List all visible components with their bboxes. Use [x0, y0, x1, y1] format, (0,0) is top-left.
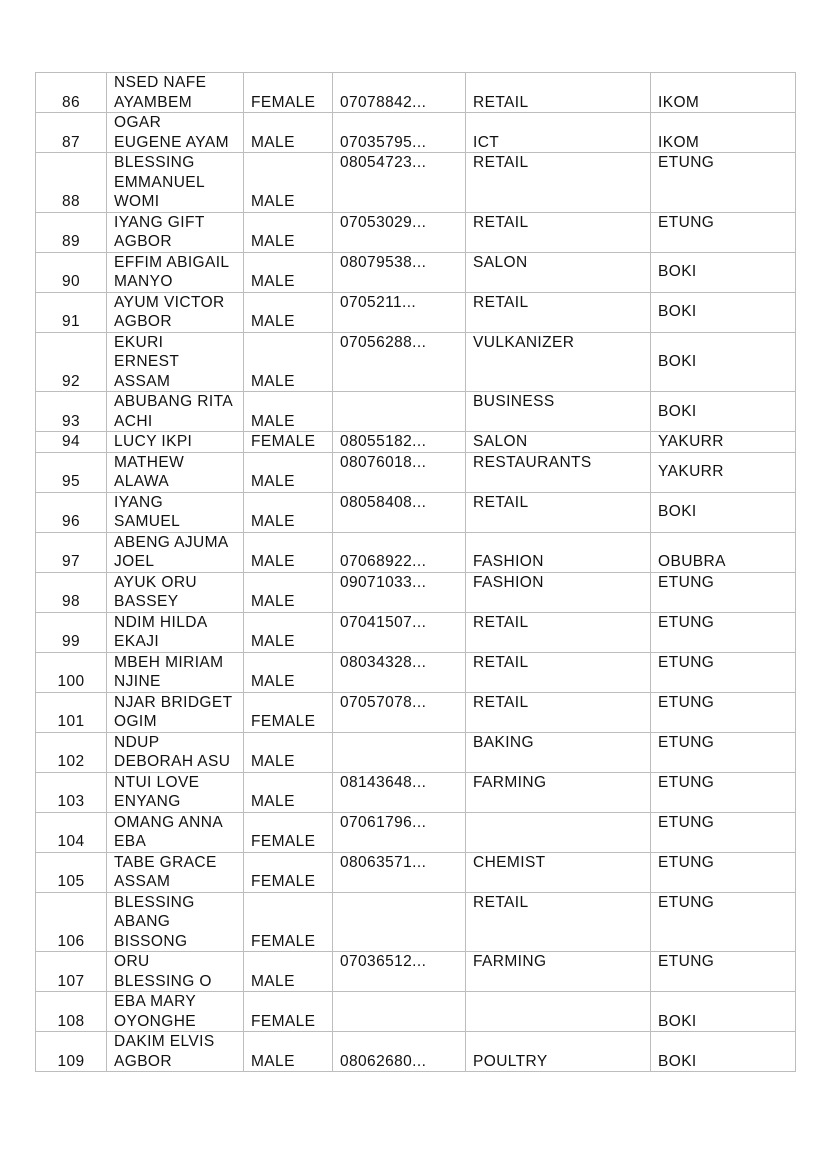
- name-line: ALAWA: [114, 473, 170, 490]
- location-cell: OBUBRA: [651, 532, 796, 572]
- name-cell: [107, 572, 244, 612]
- business-type-cell: RETAIL: [466, 212, 651, 252]
- name-cell: [107, 532, 244, 572]
- row-number-cell: 103: [36, 772, 107, 812]
- gender-cell: MALE: [244, 572, 333, 612]
- table-row: [36, 432, 796, 453]
- location-cell: IKOM: [651, 113, 796, 153]
- location-cell: ETUNG: [651, 692, 796, 732]
- gender-cell: MALE: [244, 772, 333, 812]
- business-type-cell: RETAIL: [466, 492, 651, 532]
- gender-cell: MALE: [244, 392, 333, 432]
- table-body: [36, 73, 796, 1072]
- gender-cell: MALE: [244, 153, 333, 213]
- gender-cell: MALE: [244, 612, 333, 652]
- business-type-cell: FASHION: [466, 532, 651, 572]
- gender-cell: MALE: [244, 252, 333, 292]
- name-line: WOMI: [114, 193, 160, 210]
- phone-cell: 07068922...: [333, 532, 466, 572]
- business-type-cell: RESTAURANTS: [466, 452, 651, 492]
- location-cell: ETUNG: [651, 892, 796, 952]
- phone-cell: 07053029...: [333, 212, 466, 252]
- name-cell: [107, 852, 244, 892]
- table-row: [36, 532, 796, 572]
- beneficiary-table: [35, 72, 796, 1072]
- name-line: AYUM VICTOR: [114, 293, 225, 311]
- row-number-cell: 95: [36, 452, 107, 492]
- table-row: [36, 392, 796, 432]
- name-cell: [107, 1032, 244, 1072]
- phone-cell: 08143648...: [333, 772, 466, 812]
- gender-cell: MALE: [244, 212, 333, 252]
- location-cell: ETUNG: [651, 612, 796, 652]
- phone-cell: 07061796...: [333, 812, 466, 852]
- table-row: [36, 292, 796, 332]
- name-line: BASSEY: [114, 593, 179, 610]
- table-row: [36, 1032, 796, 1072]
- phone-cell: [333, 992, 466, 1032]
- name-cell: [107, 452, 244, 492]
- name-line: NJINE: [114, 673, 161, 690]
- phone-cell: 08076018...: [333, 452, 466, 492]
- name-line: ORU: [114, 953, 150, 970]
- row-number-cell: 86: [36, 73, 107, 113]
- name-line: MATHEW: [114, 453, 185, 471]
- phone-cell: 08079538...: [333, 252, 466, 292]
- phone-cell: 08034328...: [333, 652, 466, 692]
- name-cell: [107, 153, 244, 213]
- table-row: [36, 852, 796, 892]
- table-row: [36, 153, 796, 213]
- name-line: AGBOR: [114, 233, 172, 250]
- phone-cell: 07035795...: [333, 113, 466, 153]
- row-number-cell: 109: [36, 1032, 107, 1072]
- gender-cell: MALE: [244, 452, 333, 492]
- name-line: MANYO: [114, 273, 173, 290]
- location-cell: ETUNG: [651, 153, 796, 213]
- row-number-cell: 97: [36, 532, 107, 572]
- location-cell: ETUNG: [651, 852, 796, 892]
- name-line: EFFIM ABIGAIL: [114, 253, 230, 271]
- row-number-cell: 98: [36, 572, 107, 612]
- table-row: [36, 772, 796, 812]
- phone-cell: [333, 392, 466, 432]
- row-number-cell: 107: [36, 952, 107, 992]
- business-type-cell: CHEMIST: [466, 852, 651, 892]
- name-line: OYONGHE: [114, 1012, 197, 1030]
- name-cell: [107, 612, 244, 652]
- row-number-cell: 96: [36, 492, 107, 532]
- name-cell: [107, 432, 244, 453]
- name-cell: [107, 73, 244, 113]
- table-row: [36, 892, 796, 952]
- location-cell: ETUNG: [651, 732, 796, 772]
- location-cell: YAKURR: [651, 452, 796, 492]
- table-row: [36, 652, 796, 692]
- name-line: BLESSING: [114, 893, 195, 911]
- row-number-cell: 92: [36, 332, 107, 392]
- name-cell: [107, 252, 244, 292]
- name-line: ABANG: [114, 913, 171, 930]
- name-line: ENYANG: [114, 793, 181, 810]
- name-cell: [107, 772, 244, 812]
- location-cell: BOKI: [651, 492, 796, 532]
- name-line: BLESSING: [114, 154, 195, 171]
- name-line: ASSAM: [114, 372, 171, 390]
- name-line: AYAMBEM: [114, 93, 193, 111]
- location-cell: IKOM: [651, 73, 796, 113]
- table-row: [36, 452, 796, 492]
- gender-cell: MALE: [244, 952, 333, 992]
- name-line: ACHI: [114, 412, 153, 430]
- phone-cell: 07041507...: [333, 612, 466, 652]
- phone-cell: 07057078...: [333, 692, 466, 732]
- location-cell: ETUNG: [651, 212, 796, 252]
- table-row: [36, 332, 796, 392]
- table-row: [36, 492, 796, 532]
- table-row: [36, 73, 796, 113]
- phone-cell: 07056288...: [333, 332, 466, 392]
- table-row: [36, 692, 796, 732]
- gender-cell: FEMALE: [244, 892, 333, 952]
- name-line: NJAR BRIDGET: [114, 693, 233, 711]
- name-line: NDIM HILDA: [114, 613, 208, 631]
- name-cell: [107, 892, 244, 952]
- row-number-cell: 99: [36, 612, 107, 652]
- gender-cell: MALE: [244, 113, 333, 153]
- gender-cell: FEMALE: [244, 73, 333, 113]
- location-cell: BOKI: [651, 992, 796, 1032]
- row-number-cell: 90: [36, 252, 107, 292]
- name-cell: [107, 812, 244, 852]
- gender-cell: MALE: [244, 332, 333, 392]
- business-type-cell: RETAIL: [466, 612, 651, 652]
- location-cell: YAKURR: [651, 432, 796, 453]
- name-cell: [107, 212, 244, 252]
- gender-cell: MALE: [244, 492, 333, 532]
- table-row: [36, 992, 796, 1032]
- name-line: NTUI LOVE: [114, 773, 200, 791]
- phone-cell: 08058408...: [333, 492, 466, 532]
- name-line: EBA MARY: [114, 993, 197, 1010]
- name-line: ERNEST: [114, 353, 180, 370]
- phone-cell: 07036512...: [333, 952, 466, 992]
- name-line: EMMANUEL: [114, 173, 206, 191]
- name-cell: [107, 332, 244, 392]
- location-cell: ETUNG: [651, 812, 796, 852]
- name-line: OGIM: [114, 713, 157, 730]
- name-cell: [107, 492, 244, 532]
- phone-cell: 09071033...: [333, 572, 466, 612]
- business-type-cell: RETAIL: [466, 692, 651, 732]
- table-row: [36, 212, 796, 252]
- gender-cell: MALE: [244, 732, 333, 772]
- gender-cell: MALE: [244, 1032, 333, 1072]
- row-number-cell: 104: [36, 812, 107, 852]
- table-row: [36, 732, 796, 772]
- name-line: EKAJI: [114, 633, 160, 650]
- name-line: ABENG AJUMA: [114, 533, 229, 551]
- name-cell: [107, 992, 244, 1032]
- name-line: OGAR: [114, 114, 162, 131]
- location-cell: ETUNG: [651, 572, 796, 612]
- phone-cell: 08055182...: [333, 432, 466, 453]
- business-type-cell: POULTRY: [466, 1032, 651, 1072]
- phone-cell: 08062680...: [333, 1032, 466, 1072]
- name-cell: [107, 113, 244, 153]
- phone-cell: 08054723...: [333, 153, 466, 213]
- phone-cell: 0705211...: [333, 292, 466, 332]
- business-type-cell: RETAIL: [466, 73, 651, 113]
- row-number-cell: 105: [36, 852, 107, 892]
- name-line: MBEH MIRIAM: [114, 653, 224, 671]
- name-line: EBA: [114, 833, 147, 850]
- table-row: [36, 572, 796, 612]
- name-line: BLESSING O: [114, 972, 212, 990]
- row-number-cell: 100: [36, 652, 107, 692]
- location-cell: BOKI: [651, 332, 796, 392]
- name-line: EUGENE AYAM: [114, 133, 229, 151]
- table-row: [36, 252, 796, 292]
- business-type-cell: RETAIL: [466, 652, 651, 692]
- table-row: [36, 612, 796, 652]
- name-line: TABE GRACE: [114, 853, 217, 871]
- name-line: OMANG ANNA: [114, 813, 224, 831]
- name-cell: [107, 652, 244, 692]
- gender-cell: FEMALE: [244, 432, 333, 453]
- location-cell: ETUNG: [651, 772, 796, 812]
- name-line: AGBOR: [114, 313, 172, 330]
- gender-cell: MALE: [244, 292, 333, 332]
- business-type-cell: SALON: [466, 432, 651, 453]
- name-line: EKURI: [114, 333, 164, 351]
- business-type-cell: RETAIL: [466, 892, 651, 952]
- location-cell: BOKI: [651, 392, 796, 432]
- row-number-cell: 89: [36, 212, 107, 252]
- business-type-cell: BAKING: [466, 732, 651, 772]
- location-cell: BOKI: [651, 292, 796, 332]
- row-number-cell: 108: [36, 992, 107, 1032]
- row-number-cell: 102: [36, 732, 107, 772]
- name-line: DEBORAH ASU: [114, 753, 231, 770]
- business-type-cell: [466, 812, 651, 852]
- business-type-cell: BUSINESS: [466, 392, 651, 432]
- name-line: BISSONG: [114, 932, 188, 950]
- name-line: NSED NAFE: [114, 74, 207, 91]
- gender-cell: FEMALE: [244, 852, 333, 892]
- business-type-cell: RETAIL: [466, 153, 651, 213]
- business-type-cell: FARMING: [466, 952, 651, 992]
- location-cell: ETUNG: [651, 952, 796, 992]
- location-cell: BOKI: [651, 1032, 796, 1072]
- name-line: ABUBANG RITA: [114, 393, 234, 410]
- table-row: [36, 113, 796, 153]
- table-row: [36, 952, 796, 992]
- business-type-cell: [466, 992, 651, 1032]
- gender-cell: MALE: [244, 652, 333, 692]
- row-number-cell: 88: [36, 153, 107, 213]
- name-cell: [107, 952, 244, 992]
- location-cell: BOKI: [651, 252, 796, 292]
- row-number-cell: 94: [36, 432, 107, 453]
- phone-cell: 07078842...: [333, 73, 466, 113]
- table-row: [36, 812, 796, 852]
- name-cell: [107, 292, 244, 332]
- business-type-cell: RETAIL: [466, 292, 651, 332]
- name-line: IYANG GIFT: [114, 213, 205, 231]
- row-number-cell: 91: [36, 292, 107, 332]
- phone-cell: [333, 732, 466, 772]
- name-line: SAMUEL: [114, 513, 181, 530]
- business-type-cell: FARMING: [466, 772, 651, 812]
- name-line: AYUK ORU: [114, 573, 198, 591]
- name-line: JOEL: [114, 553, 155, 570]
- gender-cell: FEMALE: [244, 692, 333, 732]
- name-line: NDUP: [114, 733, 160, 751]
- phone-cell: 08063571...: [333, 852, 466, 892]
- row-number-cell: 87: [36, 113, 107, 153]
- location-cell: ETUNG: [651, 652, 796, 692]
- name-line: ASSAM: [114, 873, 171, 890]
- business-type-cell: VULKANIZER: [466, 332, 651, 392]
- row-number-cell: 101: [36, 692, 107, 732]
- gender-cell: FEMALE: [244, 992, 333, 1032]
- name-cell: [107, 732, 244, 772]
- name-line: AGBOR: [114, 1052, 172, 1070]
- name-line: LUCY IKPI: [114, 433, 193, 450]
- name-cell: [107, 692, 244, 732]
- row-number-cell: 106: [36, 892, 107, 952]
- gender-cell: FEMALE: [244, 812, 333, 852]
- business-type-cell: FASHION: [466, 572, 651, 612]
- gender-cell: MALE: [244, 532, 333, 572]
- row-number-cell: 93: [36, 392, 107, 432]
- business-type-cell: SALON: [466, 252, 651, 292]
- name-line: DAKIM ELVIS: [114, 1033, 215, 1050]
- business-type-cell: ICT: [466, 113, 651, 153]
- phone-cell: [333, 892, 466, 952]
- name-cell: [107, 392, 244, 432]
- name-line: IYANG: [114, 493, 164, 511]
